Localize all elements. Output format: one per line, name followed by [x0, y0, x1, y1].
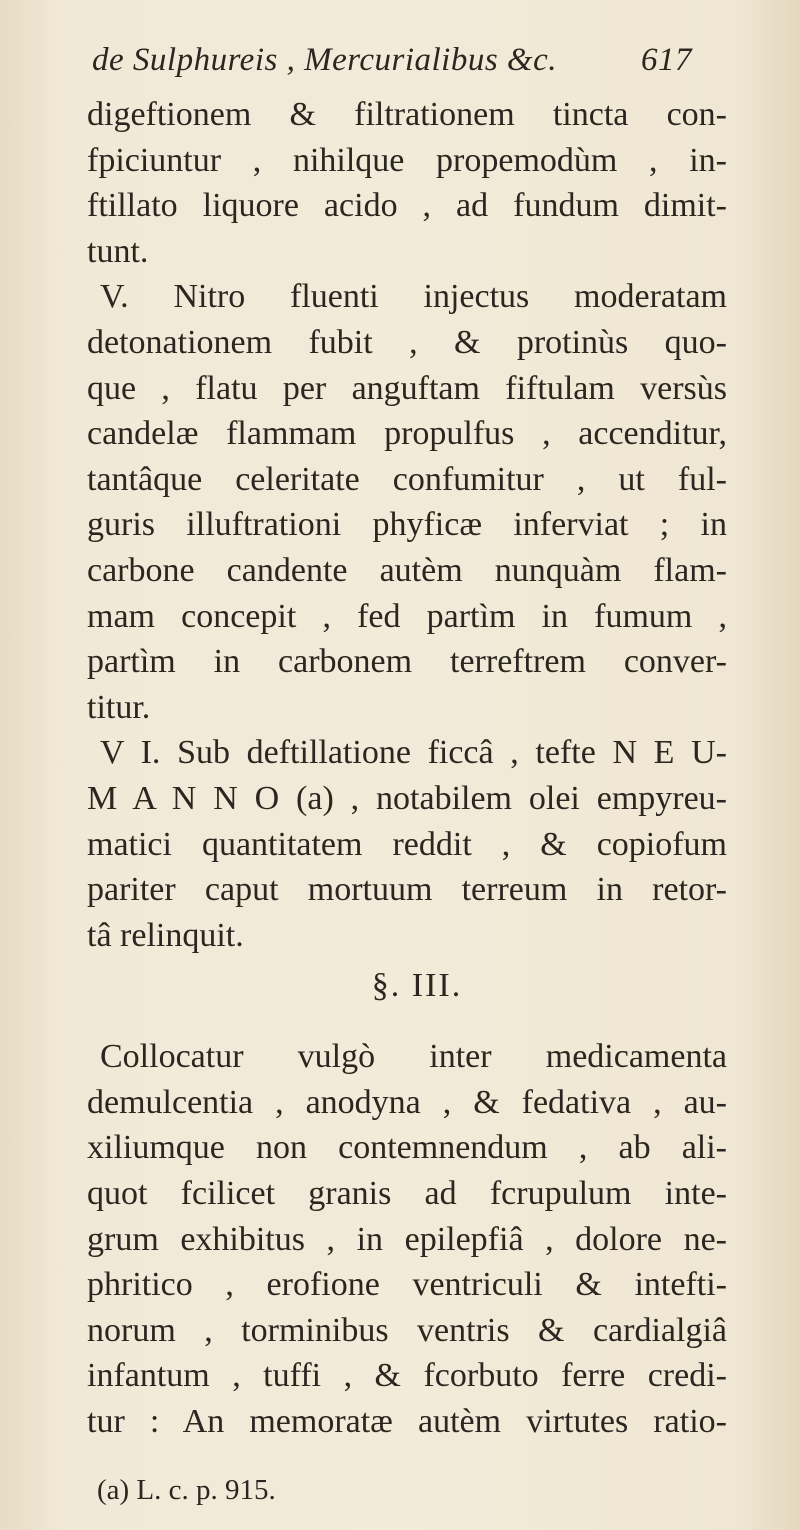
text-line: detonationem fubit , & protinùs quo- [87, 323, 727, 361]
text-line: tâ relinquit. [87, 916, 244, 954]
text-line: xiliumque non contemnendum , ab ali- [87, 1129, 727, 1167]
text-line: ftillato liquore acido , ad fundum dimit- [87, 187, 727, 225]
text-line: candelæ flammam propulfus , accenditur, [87, 415, 727, 453]
text-line: mam concepit , fed partìm in fumum , [87, 597, 727, 635]
body-text [87, 92, 727, 1445]
text-line: titur. [87, 688, 151, 726]
running-head [92, 42, 692, 82]
text-line: tur : An memoratæ autèm virtutes ratio- [87, 1403, 727, 1441]
page-number: 617 [641, 42, 692, 78]
text-line: phritico , erofione ventriculi & intefti- [87, 1266, 727, 1304]
text-line: que , flatu per anguftam fiftulam versùs [87, 369, 727, 407]
text-line: matici quantitatem reddit , & copiofum [87, 825, 727, 863]
text-line: carbone candente autèm nunquàm flam- [87, 551, 727, 589]
footnote: (a) L. c. p. 915. [97, 1474, 276, 1506]
text-line: tunt. [87, 232, 149, 270]
text-line: digeftionem & filtrationem tincta con- [87, 96, 727, 133]
section-heading: §. III. [371, 967, 463, 1005]
paragraph-section-start: Collocatur vulgò inter medicamenta [100, 1038, 727, 1076]
text-line: fpiciuntur , nihilque propemodùm , in- [87, 141, 727, 179]
text-line: partìm in carbonem terreftrem conver- [87, 643, 727, 681]
text-line: infantum , tuffi , & fcorbuto ferre credi- [87, 1357, 727, 1395]
text-line: M A N N O (a) , notabilem olei empyreu- [87, 779, 727, 817]
text-line: pariter caput mortuum terreum in retor- [87, 871, 727, 909]
text-line: guris illuftrationi phyficæ inferviat ; in [87, 506, 727, 544]
paragraph-vi-start: V I. Sub deftillatione ficcâ , tefte N E U- [100, 734, 727, 772]
text-line: tantâque celeritate confumitur , ut ful- [87, 460, 727, 498]
paragraph-v-start: V. Nitro fluenti injectus moderatam [100, 278, 727, 316]
text-line: demulcentia , anodyna , & fedativa , au- [87, 1083, 727, 1121]
text-line: grum exhibitus , in epilepfiâ , dolore ne- [87, 1220, 727, 1258]
text-line: quot fcilicet granis ad fcrupulum inte- [87, 1175, 727, 1213]
text-line: norum , torminibus ventris & cardialgiâ [87, 1311, 727, 1349]
running-head-title: de Sulphureis , Mercurialibus &c. [92, 42, 557, 78]
